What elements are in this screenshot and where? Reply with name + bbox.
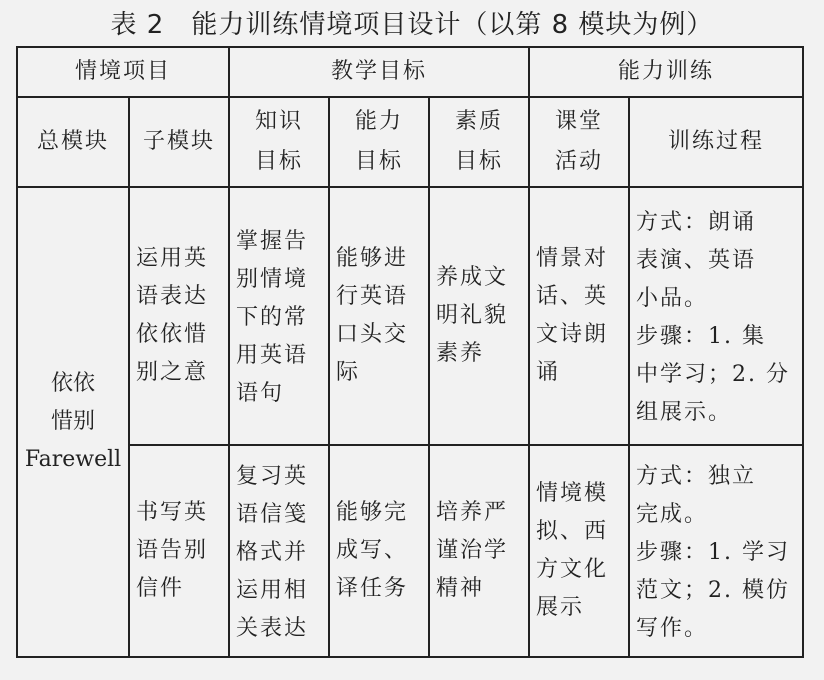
header-class-activity: 课堂 活动 bbox=[529, 97, 629, 187]
sub-module-cell: 运用英 语表达 依依惜 别之意 bbox=[129, 187, 229, 445]
header-sub-module: 子模块 bbox=[129, 97, 229, 187]
header-ability-training: 能力训练 bbox=[529, 47, 803, 97]
training-process-cell: 方式：朗诵 表演、英语 小品。 步骤：1. 集 中学习；2. 分 组展示。 bbox=[629, 187, 803, 445]
header-knowledge-goal: 知识 目标 bbox=[229, 97, 329, 187]
header-teaching-goals: 教学目标 bbox=[229, 47, 529, 97]
header-quality-goal: 素质 目标 bbox=[429, 97, 529, 187]
column-header-row bbox=[17, 97, 803, 187]
quality-goal-cell: 养成文 明礼貌 素养 bbox=[429, 187, 529, 445]
knowledge-goal-cell: 掌握告 别情境 下的常 用英语 语句 bbox=[229, 187, 329, 445]
main-module-cell bbox=[17, 187, 129, 657]
header-training-process: 训练过程 bbox=[629, 97, 803, 187]
training-design-table bbox=[16, 46, 804, 658]
table-row bbox=[17, 445, 803, 657]
class-activity-cell: 情境模 拟、西 方文化 展示 bbox=[529, 445, 629, 657]
knowledge-goal-cell: 复习英 语信笺 格式并 运用相 关表达 bbox=[229, 445, 329, 657]
class-activity-cell: 情景对 话、英 文诗朗 诵 bbox=[529, 187, 629, 445]
group-header-row bbox=[17, 47, 803, 97]
header-scenario-project: 情境项目 bbox=[17, 47, 229, 97]
table-row bbox=[17, 187, 803, 445]
table-caption: 表 2 能力训练情境项目设计（以第 8 模块为例） bbox=[110, 10, 714, 40]
ability-goal-cell: 能够完 成写、 译任务 bbox=[329, 445, 429, 657]
training-process-cell: 方式：独立 完成。 步骤：1. 学习 范文；2. 模仿 写作。 bbox=[629, 445, 803, 657]
quality-goal-cell: 培养严 谨治学 精神 bbox=[429, 445, 529, 657]
ability-goal-cell: 能够进 行英语 口头交 际 bbox=[329, 187, 429, 445]
header-ability-goal: 能力 目标 bbox=[329, 97, 429, 187]
main-module-name-zh: 依依 惜别 bbox=[50, 371, 95, 434]
header-main-module: 总模块 bbox=[17, 97, 129, 187]
sub-module-cell: 书写英 语告别 信件 bbox=[129, 445, 229, 657]
main-module-name-en: Farewell bbox=[24, 447, 122, 472]
